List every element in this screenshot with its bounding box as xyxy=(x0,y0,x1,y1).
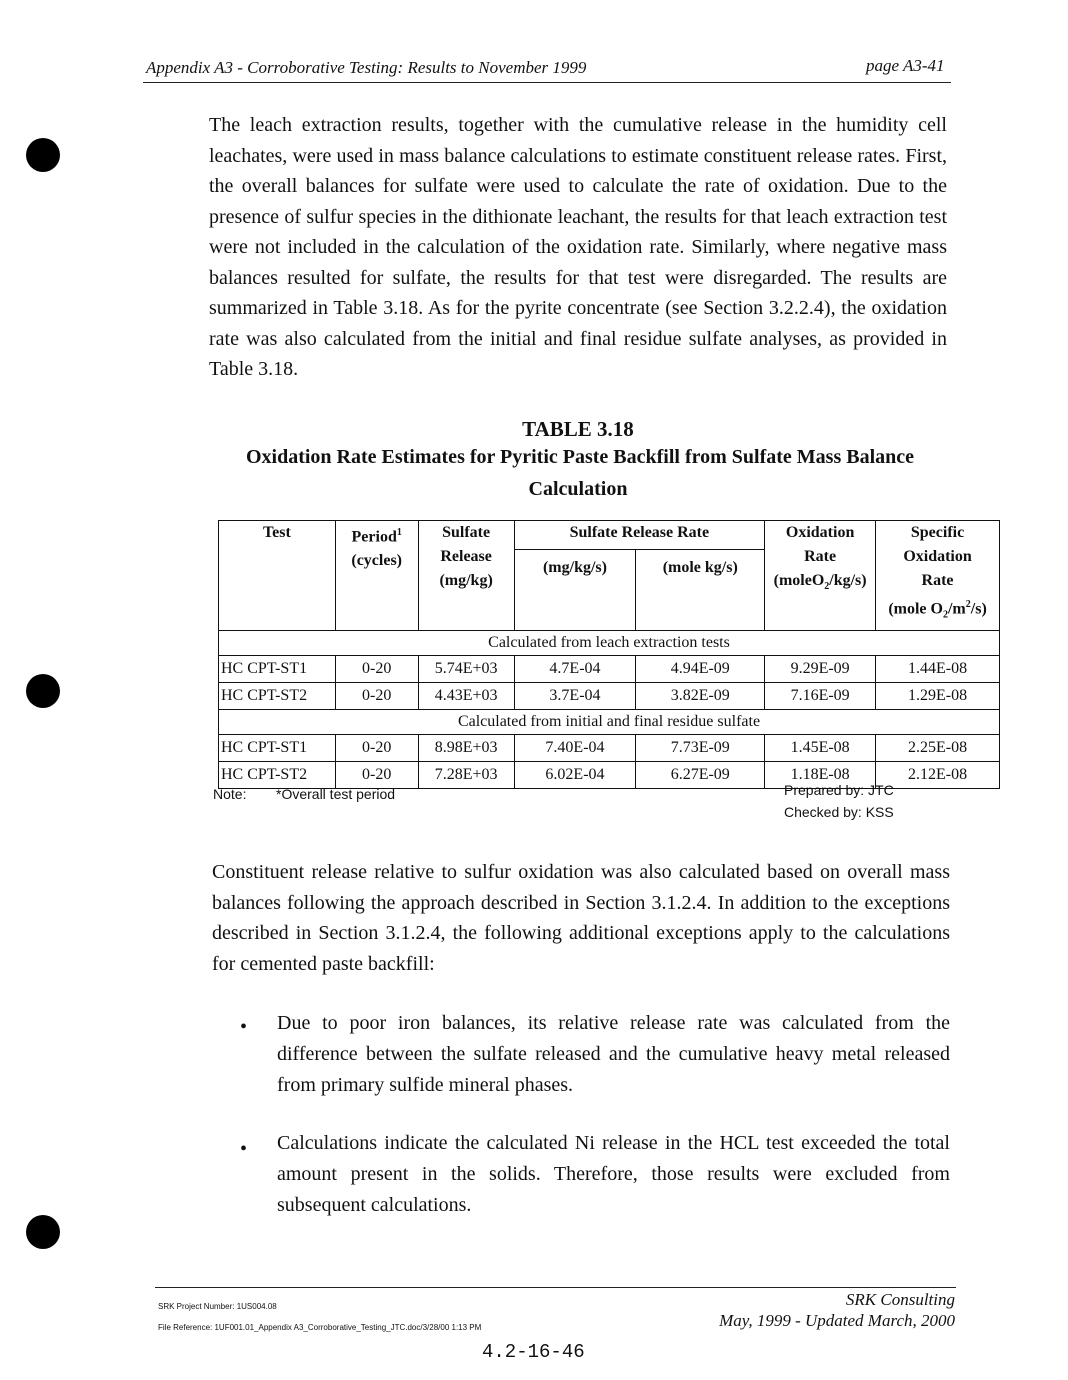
col-header-oxidation-rate: Oxidation Rate (moleO$_2$/kg/s) xyxy=(765,521,876,631)
table-row xyxy=(219,656,1000,683)
table-cell: 2.12E-08 xyxy=(876,762,1000,789)
table-cell: HC CPT-ST2 xyxy=(219,683,336,710)
second-paragraph: Constituent release relative to sulfur oxidation was also calculated based on overall mass balances following the approach described in Section 3.1.2.4. In addition to the exceptions described in Section 3.1.2.4, the following additional exceptions apply to the calculations for cemented paste backfill: xyxy=(212,861,950,975)
table-cell: 2.25E-08 xyxy=(876,735,1000,762)
company-name: SRK Consulting xyxy=(845,1290,955,1309)
table-cell: 3.7E-04 xyxy=(514,683,636,710)
col-header-rate-molekgs: (mole kg/s) xyxy=(636,550,765,631)
file-reference: File Reference: 1UF001.01_Appendix A3_Corroborative_Testing_JTC.doc/3/28/00 1:13 PM xyxy=(158,1323,482,1332)
table-cell: 7.28E+03 xyxy=(418,762,514,789)
table-cell: 4.43E+03 xyxy=(418,683,514,710)
table-note-label: Note: xyxy=(213,786,247,802)
table-cell: 0-20 xyxy=(335,735,418,762)
header-divider xyxy=(143,82,951,83)
table-cell: 1.18E-08 xyxy=(765,762,876,789)
table-cell: 4.7E-04 xyxy=(514,656,636,683)
bullet-item: Calculations indicate the calculated Ni release in the HCL test exceeded the total amount present in the solids. Therefore, those results were excluded from subsequent calculations. xyxy=(277,1132,950,1216)
footer-divider xyxy=(155,1287,956,1288)
table-cell: 0-20 xyxy=(335,683,418,710)
table-cell: 8.98E+03 xyxy=(418,735,514,762)
table-row xyxy=(219,683,1000,710)
table-cell: 6.27E-09 xyxy=(636,762,765,789)
col-header-rate-mgkgs: (mg/kg/s) xyxy=(514,550,636,631)
table-cell: 9.29E-09 xyxy=(765,656,876,683)
table-cell: 1.29E-08 xyxy=(876,683,1000,710)
prepared-by: Prepared by: JTC xyxy=(784,782,894,798)
oxidation-rate-table xyxy=(218,520,1000,789)
table-cell: 6.02E-04 xyxy=(514,762,636,789)
table-cell: 1.44E-08 xyxy=(876,656,1000,683)
col-header-sulfate-release: Sulfate Release (mg/kg) xyxy=(418,521,514,631)
table-title: Oxidation Rate Estimates for Pyritic Paste Backfill from Sulfate Mass Balance xyxy=(245,446,915,468)
page-number: page A3-41 xyxy=(866,56,945,75)
checked-by: Checked by: KSS xyxy=(784,804,894,820)
section-label-residue: Calculated from initial and final residue sulfate xyxy=(219,710,1000,735)
col-header-period: Period$^1$ (cycles) xyxy=(335,521,418,631)
bullet-marker: • xyxy=(240,1016,248,1038)
table-cell: HC CPT-ST2 xyxy=(219,762,336,789)
col-header-specific-oxidation-rate: Specific Oxidation Rate (mole $O_2/m^2/s$) xyxy=(876,521,1000,631)
table-cell: 3.82E-09 xyxy=(636,683,765,710)
document-date: May, 1999 - Updated March, 2000 xyxy=(719,1311,955,1330)
table-cell: 5.74E+03 xyxy=(418,656,514,683)
intro-paragraph: The leach extraction results, together with the cumulative release in the humidity cell leachates, were used in mass balance calculations to estimate constituent release rates. First, the overall balances for sulfate were used to calculate the rate of oxidation. Due to the presence of sulfur species in the dithionate leachant, the results for that leach extraction test were not included in the calculation of the oxidation rate. Similarly, where negative mass balances resulted for sulfate, the results for that test were disregarded. The results are summarized in Table 3.18. As for the pyrite concentrate (see Section 3.2.2.4), the oxidation rate was also calculated from the initial and final residue sulfate analyses, as provided in Table 3.18. xyxy=(209,114,947,380)
table-row xyxy=(219,735,1000,762)
table-title-line2: Calculation xyxy=(528,478,628,500)
bullet-item: Due to poor iron balances, its relative release rate was calculated from the difference between the sulfate released and the cumulative heavy metal released from primary sulfide mineral phases. xyxy=(277,1012,950,1096)
table-cell: 7.16E-09 xyxy=(765,683,876,710)
table-cell: HC CPT-ST1 xyxy=(219,735,336,762)
table-cell: 0-20 xyxy=(335,656,418,683)
project-number: SRK Project Number: 1US004.08 xyxy=(158,1302,277,1311)
punch-hole xyxy=(26,1215,60,1249)
table-note-text: *Overall test period xyxy=(276,786,396,802)
table-cell: 7.73E-09 xyxy=(636,735,765,762)
page-code: 4.2-16-46 xyxy=(482,1341,585,1363)
section-label-leach: Calculated from leach extraction tests xyxy=(219,631,1000,656)
col-header-sulfate-release-rate: Sulfate Release Rate xyxy=(514,521,765,550)
table-cell: HC CPT-ST1 xyxy=(219,656,336,683)
punch-hole xyxy=(26,674,60,708)
table-cell: 4.94E-09 xyxy=(636,656,765,683)
header-title: Appendix A3 - Corroborative Testing: Results to November 1999 xyxy=(146,58,587,77)
col-header-test: Test xyxy=(219,521,336,631)
table-cell: 1.45E-08 xyxy=(765,735,876,762)
punch-hole xyxy=(26,138,60,172)
table-cell: 0-20 xyxy=(335,762,418,789)
table-cell: 7.40E-04 xyxy=(514,735,636,762)
bullet-marker: • xyxy=(240,1138,248,1160)
table-number: TABLE 3.18 xyxy=(522,417,634,441)
